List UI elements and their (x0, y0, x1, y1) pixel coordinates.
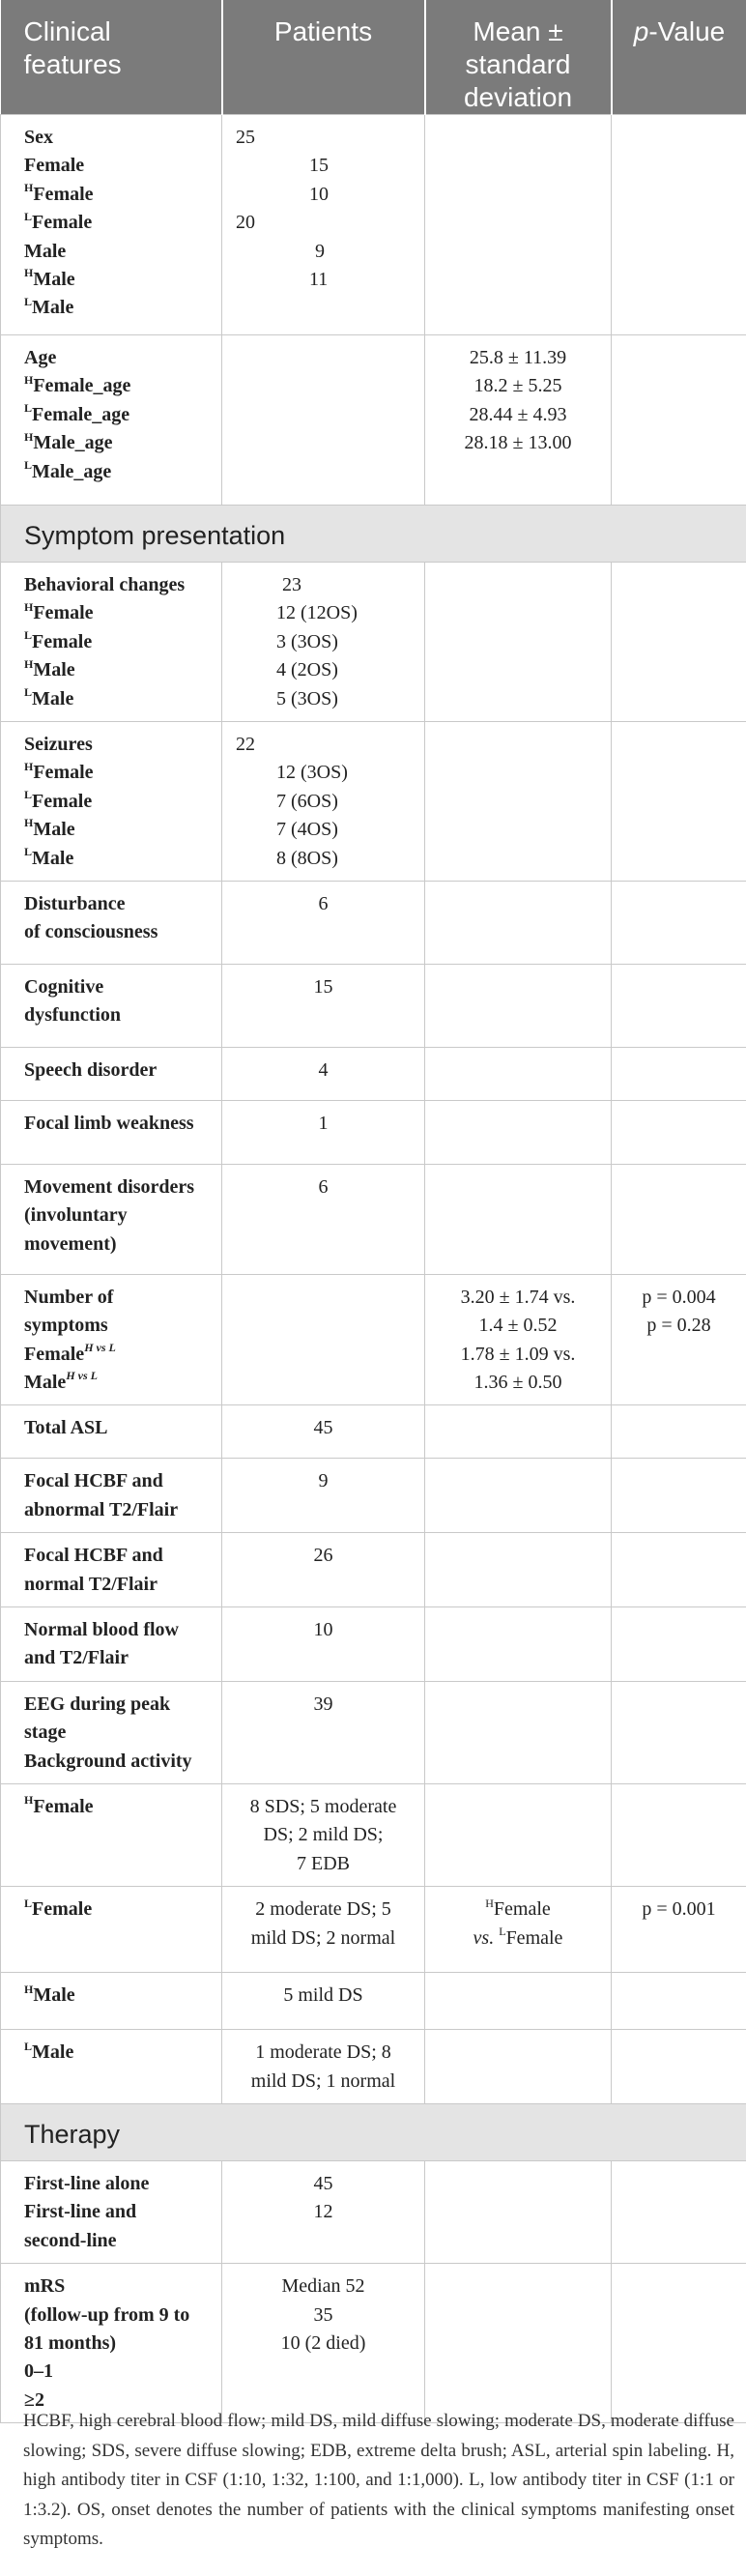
header-patients: Patients (222, 0, 425, 115)
eeg-hfemale-pvalue (612, 1783, 746, 1886)
eeg-lmale-patients: 1 moderate DS; 8 mild DS; 1 normal (222, 2030, 425, 2104)
age-patients (222, 335, 425, 506)
hcbf-abnormal-labels: Focal HCBF and abnormal T2/Flair (1, 1459, 222, 1533)
table-row-movement (1, 1164, 746, 1274)
consciousness-labels: Disturbance of consciousness (1, 881, 222, 964)
table-row-first-line (1, 2160, 746, 2263)
eeg-hmale-pvalue (612, 1973, 746, 2030)
behavioral-pvalue (612, 563, 746, 722)
seizures-patients: 22 12 (3OS) 7 (6OS) 7 (4OS) 8 (8OS) (222, 721, 425, 881)
total-asl-patients: 45 (222, 1405, 425, 1459)
mrs-patients: Median 52 35 10 (2 died) (222, 2264, 425, 2423)
table-row-behavioral (1, 563, 746, 722)
cognitive-pvalue (612, 964, 746, 1047)
speech-mean (425, 1047, 612, 1100)
movement-mean (425, 1164, 612, 1274)
num-symptoms-labels: Number of symptoms Female$^{H vs L}$ Male$^{H vs L}$ (1, 1274, 222, 1405)
behavioral-patients: 23 12 (12OS) 3 (3OS) 4 (2OS) 5 (3OS) (222, 563, 425, 722)
sex-labels: Sex Female $^H$Female $^L$Female Male $^H$Male $^L$Male (1, 115, 222, 335)
hcbf-abnormal-mean (425, 1459, 612, 1533)
eeg-lmale-mean (425, 2030, 612, 2104)
hcbf-abnormal-pvalue (612, 1459, 746, 1533)
eeg-pvalue (612, 1681, 746, 1783)
section-symptom-presentation: Symptom presentation (1, 506, 746, 563)
consciousness-mean (425, 881, 612, 964)
eeg-hmale-label: $^H$Male (1, 1973, 222, 2030)
table-row-cognitive (1, 964, 746, 1047)
table-row-age (1, 335, 746, 506)
eeg-labels: EEG during peak stage Background activity (1, 1681, 222, 1783)
table-row-normal-blood-flow (1, 1607, 746, 1682)
mrs-pvalue (612, 2264, 746, 2423)
consciousness-pvalue (612, 881, 746, 964)
speech-patients: 4 (222, 1047, 425, 1100)
movement-pvalue (612, 1164, 746, 1274)
eeg-mean (425, 1681, 612, 1783)
eeg-hmale-patients: 5 mild DS (222, 1973, 425, 2030)
behavioral-labels: Behavioral changes $^H$Female $^L$Female $^H$Male $^L$Male (1, 563, 222, 722)
mrs-mean (425, 2264, 612, 2423)
table-row-eeg-lmale (1, 2030, 746, 2104)
movement-labels: Movement disorders (involuntary movement) (1, 1164, 222, 1274)
consciousness-patients: 6 (222, 881, 425, 964)
speech-labels: Speech disorder (1, 1047, 222, 1100)
header-clinical-features: Clinical features (1, 0, 222, 115)
header-mean-sd: Mean ± standard deviation (425, 0, 612, 115)
table-row-eeg (1, 1681, 746, 1783)
hcbf-normal-pvalue (612, 1533, 746, 1607)
table-footnote: HCBF, high cerebral blood flow; mild DS, mild diffuse slowing; moderate DS, moderate diffuse slowing; SDS, severe diffuse slowing; EDB, extreme delta brush; ASL, arterial spin labeling. H, high antibody titer in CSF (1:10, 1:32, 1:100, and 1:1,000). L, low antibody titer in CSF (1:1 or 1:3.2). OS, onset denotes the number of patients with the clinical symptoms manifesting onset symptoms. (23, 2411, 734, 2549)
hcbf-abnormal-patients: 9 (222, 1459, 425, 1533)
limb-mean (425, 1100, 612, 1164)
behavioral-mean (425, 563, 612, 722)
hcbf-normal-patients: 26 (222, 1533, 425, 1607)
eeg-lfemale-mean: $^H$Female vs. $^L$Female (425, 1887, 612, 1973)
mrs-labels: mRS (follow-up from 9 to 81 months) 0–1 ≥2 (1, 2264, 222, 2423)
eeg-lfemale-patients: 2 moderate DS; 5 mild DS; 2 normal (222, 1887, 425, 1973)
table-row-eeg-lfemale (1, 1887, 746, 1973)
table-row-limb-weakness (1, 1100, 746, 1164)
age-pvalue (612, 335, 746, 506)
limb-labels: Focal limb weakness (1, 1100, 222, 1164)
table-header-row (1, 0, 746, 115)
table-row-seizures (1, 721, 746, 881)
table-row-eeg-hmale (1, 1973, 746, 2030)
seizures-mean (425, 721, 612, 881)
limb-pvalue (612, 1100, 746, 1164)
table-row-total-asl (1, 1405, 746, 1459)
eeg-hfemale-label: $^H$Female (1, 1783, 222, 1886)
eeg-hmale-mean (425, 1973, 612, 2030)
sex-mean (425, 115, 612, 335)
table-row-sex (1, 115, 746, 335)
eeg-lmale-pvalue (612, 2030, 746, 2104)
table-row-hcbf-abnormal (1, 1459, 746, 1533)
table-row-consciousness (1, 881, 746, 964)
hcbf-normal-labels: Focal HCBF and normal T2/Flair (1, 1533, 222, 1607)
num-symptoms-mean: 3.20 ± 1.74 vs. 1.4 ± 0.52 1.78 ± 1.09 vs. 1.36 ± 0.50 (425, 1274, 612, 1405)
sex-pvalue (612, 115, 746, 335)
eeg-hfemale-patients: 8 SDS; 5 moderate DS; 2 mild DS; 7 EDB (222, 1783, 425, 1886)
limb-patients: 1 (222, 1100, 425, 1164)
total-asl-mean (425, 1405, 612, 1459)
normal-flow-patients: 10 (222, 1607, 425, 1682)
cognitive-mean (425, 964, 612, 1047)
num-symptoms-patients (222, 1274, 425, 1405)
firstline-labels: First-line alone First-line and second-line (1, 2160, 222, 2263)
age-mean: 25.8 ± 11.39 18.2 ± 5.25 28.44 ± 4.93 28.18 ± 13.00 (425, 335, 612, 506)
section-therapy: Therapy (1, 2103, 746, 2160)
sex-patients: 25 15 10 20 9 11 (222, 115, 425, 335)
num-symptoms-pvalue: p = 0.004 p = 0.28 (612, 1274, 746, 1405)
cognitive-labels: Cognitive dysfunction (1, 964, 222, 1047)
normal-flow-mean (425, 1607, 612, 1682)
cognitive-patients: 15 (222, 964, 425, 1047)
normal-flow-labels: Normal blood flow and T2/Flair (1, 1607, 222, 1682)
eeg-lfemale-pvalue: p = 0.001 (612, 1887, 746, 1973)
firstline-pvalue (612, 2160, 746, 2263)
table-row-mrs (1, 2264, 746, 2423)
age-labels: Age $^H$Female_age $^L$Female_age $^H$Male_age $^L$Male_age (1, 335, 222, 506)
total-asl-labels: Total ASL (1, 1405, 222, 1459)
seizures-pvalue (612, 721, 746, 881)
eeg-hfemale-mean (425, 1783, 612, 1886)
table-row-hcbf-normal (1, 1533, 746, 1607)
eeg-lmale-label: $^L$Male (1, 2030, 222, 2104)
eeg-patients: 39 (222, 1681, 425, 1783)
eeg-lfemale-label: $^L$Female (1, 1887, 222, 1973)
firstline-patients: 45 12 (222, 2160, 425, 2263)
movement-patients: 6 (222, 1164, 425, 1274)
header-p-value: p-Value (612, 0, 746, 115)
total-asl-pvalue (612, 1405, 746, 1459)
table-row-speech (1, 1047, 746, 1100)
table-row-eeg-hfemale (1, 1783, 746, 1886)
seizures-labels: Seizures $^H$Female $^L$Female $^H$Male $^L$Male (1, 721, 222, 881)
speech-pvalue (612, 1047, 746, 1100)
hcbf-normal-mean (425, 1533, 612, 1607)
table-row-number-of-symptoms (1, 1274, 746, 1405)
normal-flow-pvalue (612, 1607, 746, 1682)
firstline-mean (425, 2160, 612, 2263)
